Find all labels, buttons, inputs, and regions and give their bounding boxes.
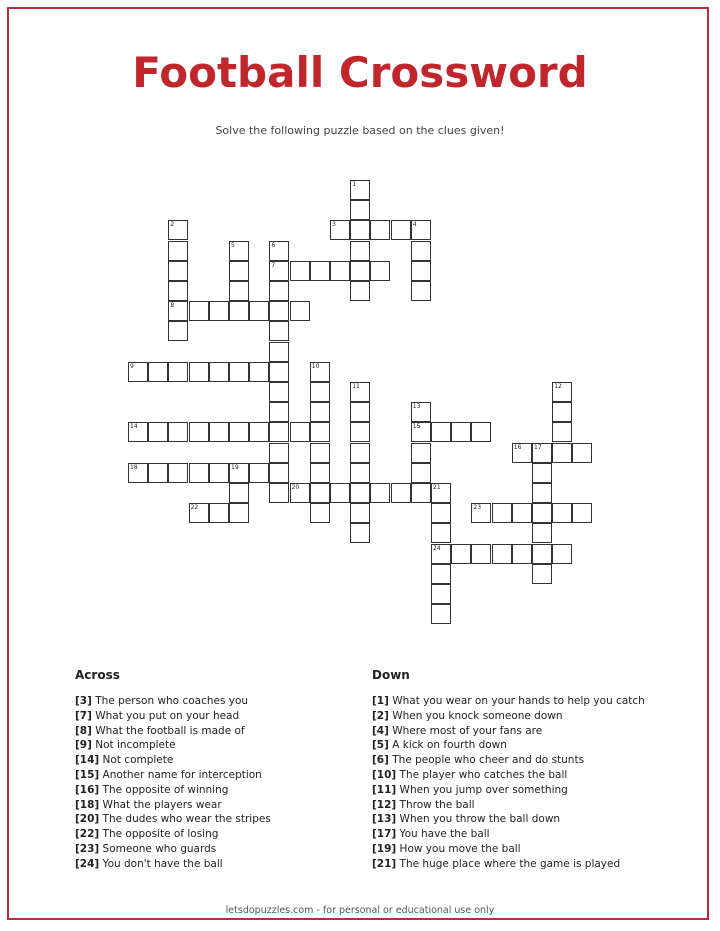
crossword-cell[interactable] xyxy=(532,443,552,463)
clue-number: [14] xyxy=(75,754,100,767)
crossword-cell[interactable] xyxy=(471,503,491,523)
crossword-cell[interactable] xyxy=(269,362,289,382)
crossword-cell[interactable] xyxy=(189,503,209,523)
clue-item xyxy=(372,812,645,827)
clue-number: [12] xyxy=(372,798,397,811)
crossword-cell[interactable] xyxy=(249,422,269,442)
down-heading: Down xyxy=(372,668,410,682)
clue-item xyxy=(372,857,645,872)
clue-number: [20] xyxy=(75,813,100,826)
crossword-cell[interactable] xyxy=(572,443,592,463)
clue-item xyxy=(75,694,271,709)
crossword-cell[interactable] xyxy=(168,220,188,240)
clue-number: [10] xyxy=(372,768,397,781)
across-heading: Across xyxy=(75,668,120,682)
cell-number: 20 xyxy=(291,484,300,491)
clue-text: The person who coaches you xyxy=(91,695,249,707)
crossword-cell[interactable] xyxy=(471,544,491,564)
crossword-cell[interactable] xyxy=(532,483,552,503)
crossword-cell[interactable] xyxy=(310,362,330,382)
clue-text: When you throw the ball down xyxy=(396,813,561,826)
crossword-cell[interactable] xyxy=(189,362,209,382)
crossword-cell[interactable] xyxy=(350,422,370,442)
crossword-cell[interactable] xyxy=(350,220,370,240)
crossword-cell[interactable] xyxy=(168,321,188,341)
cell-number: 8 xyxy=(170,302,175,310)
crossword-cell[interactable] xyxy=(350,503,370,523)
crossword-cell[interactable] xyxy=(370,261,390,281)
crossword-cell[interactable] xyxy=(310,463,330,483)
clue-item xyxy=(372,709,645,724)
crossword-cell[interactable] xyxy=(128,463,148,483)
crossword-cell[interactable] xyxy=(330,483,350,503)
crossword-cell[interactable] xyxy=(431,503,451,523)
cell-number: 18 xyxy=(130,463,138,471)
crossword-cell[interactable] xyxy=(330,261,350,281)
clue-item xyxy=(75,857,271,872)
crossword-cell[interactable] xyxy=(269,422,289,442)
subtitle: Solve the following puzzle based on the clues given! xyxy=(215,124,505,137)
crossword-cell[interactable] xyxy=(269,402,289,422)
crossword-cell[interactable] xyxy=(310,483,330,503)
crossword-cell[interactable] xyxy=(229,301,249,321)
crossword-cell[interactable] xyxy=(330,220,350,240)
clue-text: How you move the ball xyxy=(396,842,521,855)
clue-number: [15] xyxy=(75,768,100,781)
crossword-cell[interactable] xyxy=(350,281,370,301)
clue-number: [16] xyxy=(75,783,100,796)
crossword-cell[interactable] xyxy=(189,301,209,321)
crossword-cell[interactable] xyxy=(552,443,572,463)
crossword-cell[interactable] xyxy=(168,241,188,261)
crossword-cell[interactable] xyxy=(229,422,249,442)
crossword-cell[interactable] xyxy=(249,463,269,483)
crossword-cell[interactable] xyxy=(269,443,289,463)
crossword-cell[interactable] xyxy=(411,422,431,442)
clue-text: What the football is made of xyxy=(91,724,245,737)
clue-item xyxy=(75,783,271,798)
crossword-cell[interactable] xyxy=(128,422,148,442)
cell-number: 10 xyxy=(311,362,320,370)
crossword-cell[interactable] xyxy=(532,564,552,584)
crossword-cell[interactable] xyxy=(269,483,289,503)
clue-text: You have the ball xyxy=(396,828,490,841)
cell-number: 1 xyxy=(352,181,357,188)
crossword-cell[interactable] xyxy=(370,220,390,240)
crossword-cell[interactable] xyxy=(128,362,148,382)
clue-item xyxy=(372,724,645,739)
clue-number: [18] xyxy=(75,798,100,811)
clue-item xyxy=(372,798,645,813)
crossword-cell[interactable] xyxy=(290,301,310,321)
clue-item xyxy=(75,738,271,753)
crossword-cell[interactable] xyxy=(350,241,370,261)
clue-item xyxy=(75,798,271,813)
cell-number: 13 xyxy=(412,403,421,411)
down-clue-list xyxy=(372,694,645,872)
crossword-cell[interactable] xyxy=(209,463,229,483)
crossword-cell[interactable] xyxy=(249,362,269,382)
crossword-cell[interactable] xyxy=(209,503,229,523)
crossword-cell[interactable] xyxy=(350,463,370,483)
crossword-cell[interactable] xyxy=(411,281,431,301)
crossword-cell[interactable] xyxy=(229,261,249,281)
clue-item xyxy=(372,783,645,798)
crossword-cell[interactable] xyxy=(451,422,471,442)
crossword-cell[interactable] xyxy=(411,443,431,463)
clue-item xyxy=(75,753,271,768)
crossword-cell[interactable] xyxy=(269,261,289,281)
crossword-cell[interactable] xyxy=(168,301,188,321)
clue-text: The huge place where the game is played xyxy=(396,857,621,870)
clue-number: [13] xyxy=(372,813,397,826)
cell-number: 5 xyxy=(231,241,235,249)
crossword-cell[interactable] xyxy=(310,261,330,281)
crossword-cell[interactable] xyxy=(290,422,310,442)
clue-number: [9] xyxy=(75,739,92,752)
crossword-cell[interactable] xyxy=(431,544,451,564)
clue-text: The dudes who wear the stripes xyxy=(99,813,271,826)
crossword-cell[interactable] xyxy=(189,422,209,442)
crossword-cell[interactable] xyxy=(431,483,451,503)
clue-text: When you jump over something xyxy=(396,783,568,796)
cell-number: 2 xyxy=(170,221,175,229)
crossword-cell[interactable] xyxy=(229,483,249,503)
crossword-cell[interactable] xyxy=(532,503,552,523)
crossword-cell[interactable] xyxy=(532,463,552,483)
crossword-cell[interactable] xyxy=(229,281,249,301)
cell-number: 17 xyxy=(534,443,542,451)
clue-text: Not complete xyxy=(99,754,174,767)
clue-text: Someone who guards xyxy=(99,842,217,855)
crossword-cell[interactable] xyxy=(391,220,411,240)
crossword-cell[interactable] xyxy=(310,422,330,442)
clue-item xyxy=(75,842,271,857)
crossword-cell[interactable] xyxy=(249,301,269,321)
crossword-cell[interactable] xyxy=(411,463,431,483)
clue-number: [6] xyxy=(372,754,389,767)
clue-text: What the players wear xyxy=(99,798,222,811)
crossword-cell[interactable] xyxy=(411,402,431,422)
clue-text: What you wear on your hands to help you catch xyxy=(388,695,645,707)
page-title: Football Crossword xyxy=(132,48,588,97)
cell-number: 19 xyxy=(231,463,239,471)
clue-text: What you put on your head xyxy=(91,709,240,722)
clue-item xyxy=(75,827,271,842)
crossword-cell[interactable] xyxy=(269,241,289,261)
crossword-cell[interactable] xyxy=(391,483,411,503)
cell-number: 11 xyxy=(352,383,360,390)
clue-item xyxy=(75,709,271,724)
crossword-cell[interactable] xyxy=(512,544,532,564)
clue-number: [2] xyxy=(372,709,389,722)
crossword-cell[interactable] xyxy=(168,261,188,281)
footer-credit: letsdopuzzles.com - for personal or educational use only xyxy=(225,905,495,916)
crossword-cell[interactable] xyxy=(572,503,592,523)
crossword-cell[interactable] xyxy=(411,220,431,240)
across-clue-list xyxy=(75,694,271,872)
cell-number: 21 xyxy=(433,484,441,491)
crossword-cell[interactable] xyxy=(552,382,572,402)
crossword-cell[interactable] xyxy=(552,422,572,442)
cell-number: 15 xyxy=(412,423,421,431)
crossword-cell[interactable] xyxy=(310,443,330,463)
crossword-cell[interactable] xyxy=(350,402,370,422)
crossword-cell[interactable] xyxy=(350,483,370,503)
crossword-cell[interactable] xyxy=(411,483,431,503)
crossword-cell[interactable] xyxy=(269,382,289,402)
crossword-cell[interactable] xyxy=(350,180,370,200)
crossword-cell[interactable] xyxy=(411,241,431,261)
clue-text: You don't have the ball xyxy=(99,857,223,870)
crossword-cell[interactable] xyxy=(492,544,512,564)
crossword-cell[interactable] xyxy=(290,483,310,503)
crossword-cell[interactable] xyxy=(168,463,188,483)
clue-number: [7] xyxy=(75,709,92,722)
crossword-cell[interactable] xyxy=(269,281,289,301)
crossword-cell[interactable] xyxy=(148,422,168,442)
crossword-cell[interactable] xyxy=(350,261,370,281)
clue-text: Not incomplete xyxy=(91,739,176,752)
crossword-cell[interactable] xyxy=(229,362,249,382)
crossword-cell[interactable] xyxy=(471,422,491,442)
clue-text: A kick on fourth down xyxy=(388,739,507,752)
crossword-cell[interactable] xyxy=(350,382,370,402)
clue-item xyxy=(372,827,645,842)
clue-number: [11] xyxy=(372,783,397,796)
crossword-cell[interactable] xyxy=(431,523,451,543)
crossword-cell[interactable] xyxy=(168,281,188,301)
clue-item xyxy=(372,768,645,783)
clue-number: [21] xyxy=(372,857,397,870)
crossword-cell[interactable] xyxy=(269,463,289,483)
cell-number: 16 xyxy=(513,443,522,451)
clue-number: [24] xyxy=(75,857,100,870)
cell-number: 3 xyxy=(332,221,336,229)
crossword-cell[interactable] xyxy=(350,443,370,463)
crossword-cell[interactable] xyxy=(269,321,289,341)
crossword-cell[interactable] xyxy=(229,463,249,483)
crossword-cell[interactable] xyxy=(209,422,229,442)
cell-number: 9 xyxy=(130,362,134,370)
crossword-cell[interactable] xyxy=(209,362,229,382)
crossword-cell[interactable] xyxy=(370,483,390,503)
clue-text: The player who catches the ball xyxy=(396,768,568,781)
cell-number: 7 xyxy=(271,261,276,269)
crossword-cell[interactable] xyxy=(310,503,330,523)
clue-item xyxy=(372,842,645,857)
crossword-cell[interactable] xyxy=(209,301,229,321)
clue-text: When you knock someone down xyxy=(388,709,563,722)
crossword-cell[interactable] xyxy=(532,544,552,564)
crossword-cell[interactable] xyxy=(290,261,310,281)
crossword-cell[interactable] xyxy=(451,544,471,564)
cell-number: 12 xyxy=(554,383,562,390)
clue-number: [1] xyxy=(372,695,389,707)
crossword-cell[interactable] xyxy=(431,422,451,442)
clue-number: [8] xyxy=(75,724,92,737)
clue-number: [22] xyxy=(75,828,100,841)
clue-item xyxy=(75,768,271,783)
crossword-cell[interactable] xyxy=(431,604,451,624)
crossword-cell[interactable] xyxy=(189,463,209,483)
clue-number: [4] xyxy=(372,724,389,737)
crossword-cell[interactable] xyxy=(269,301,289,321)
clue-item xyxy=(75,724,271,739)
crossword-cell[interactable] xyxy=(229,503,249,523)
crossword-cell[interactable] xyxy=(229,241,249,261)
clue-number: [17] xyxy=(372,828,397,841)
crossword-cell[interactable] xyxy=(411,261,431,281)
cell-number: 6 xyxy=(271,241,276,249)
crossword-cell[interactable] xyxy=(431,584,451,604)
cell-number: 23 xyxy=(473,504,482,512)
cell-number: 22 xyxy=(190,504,199,512)
clue-number: [3] xyxy=(75,695,92,707)
crossword-cell[interactable] xyxy=(168,362,188,382)
crossword-cell[interactable] xyxy=(552,544,572,564)
cell-number: 14 xyxy=(130,423,138,431)
clue-text: The opposite of winning xyxy=(99,783,229,796)
crossword-cell[interactable] xyxy=(552,402,572,422)
crossword-cell[interactable] xyxy=(310,402,330,422)
crossword-cell[interactable] xyxy=(350,523,370,543)
crossword-cell[interactable] xyxy=(269,342,289,362)
clue-item xyxy=(372,753,645,768)
cell-number: 24 xyxy=(433,544,441,552)
crossword-cell[interactable] xyxy=(552,503,572,523)
crossword-cell[interactable] xyxy=(431,564,451,584)
crossword-cell[interactable] xyxy=(350,200,370,220)
clue-text: Throw the ball xyxy=(396,798,475,811)
crossword-cell[interactable] xyxy=(148,463,168,483)
crossword-cell[interactable] xyxy=(512,503,532,523)
crossword-cell[interactable] xyxy=(512,443,532,463)
crossword-cell[interactable] xyxy=(148,362,168,382)
clue-text: The opposite of losing xyxy=(99,828,219,841)
crossword-cell[interactable] xyxy=(492,503,512,523)
crossword-cell[interactable] xyxy=(310,382,330,402)
clue-text: Where most of your fans are xyxy=(388,724,543,737)
crossword-cell[interactable] xyxy=(532,523,552,543)
crossword-cell[interactable] xyxy=(168,422,188,442)
clue-text: Another name for interception xyxy=(99,768,262,781)
clue-number: [5] xyxy=(372,739,389,752)
clue-number: [23] xyxy=(75,842,100,855)
clue-number: [19] xyxy=(372,842,397,855)
cell-number: 4 xyxy=(412,221,417,229)
clue-item xyxy=(372,738,645,753)
clue-item xyxy=(372,694,645,709)
clue-text: The people who cheer and do stunts xyxy=(388,754,585,767)
clue-item xyxy=(75,812,271,827)
